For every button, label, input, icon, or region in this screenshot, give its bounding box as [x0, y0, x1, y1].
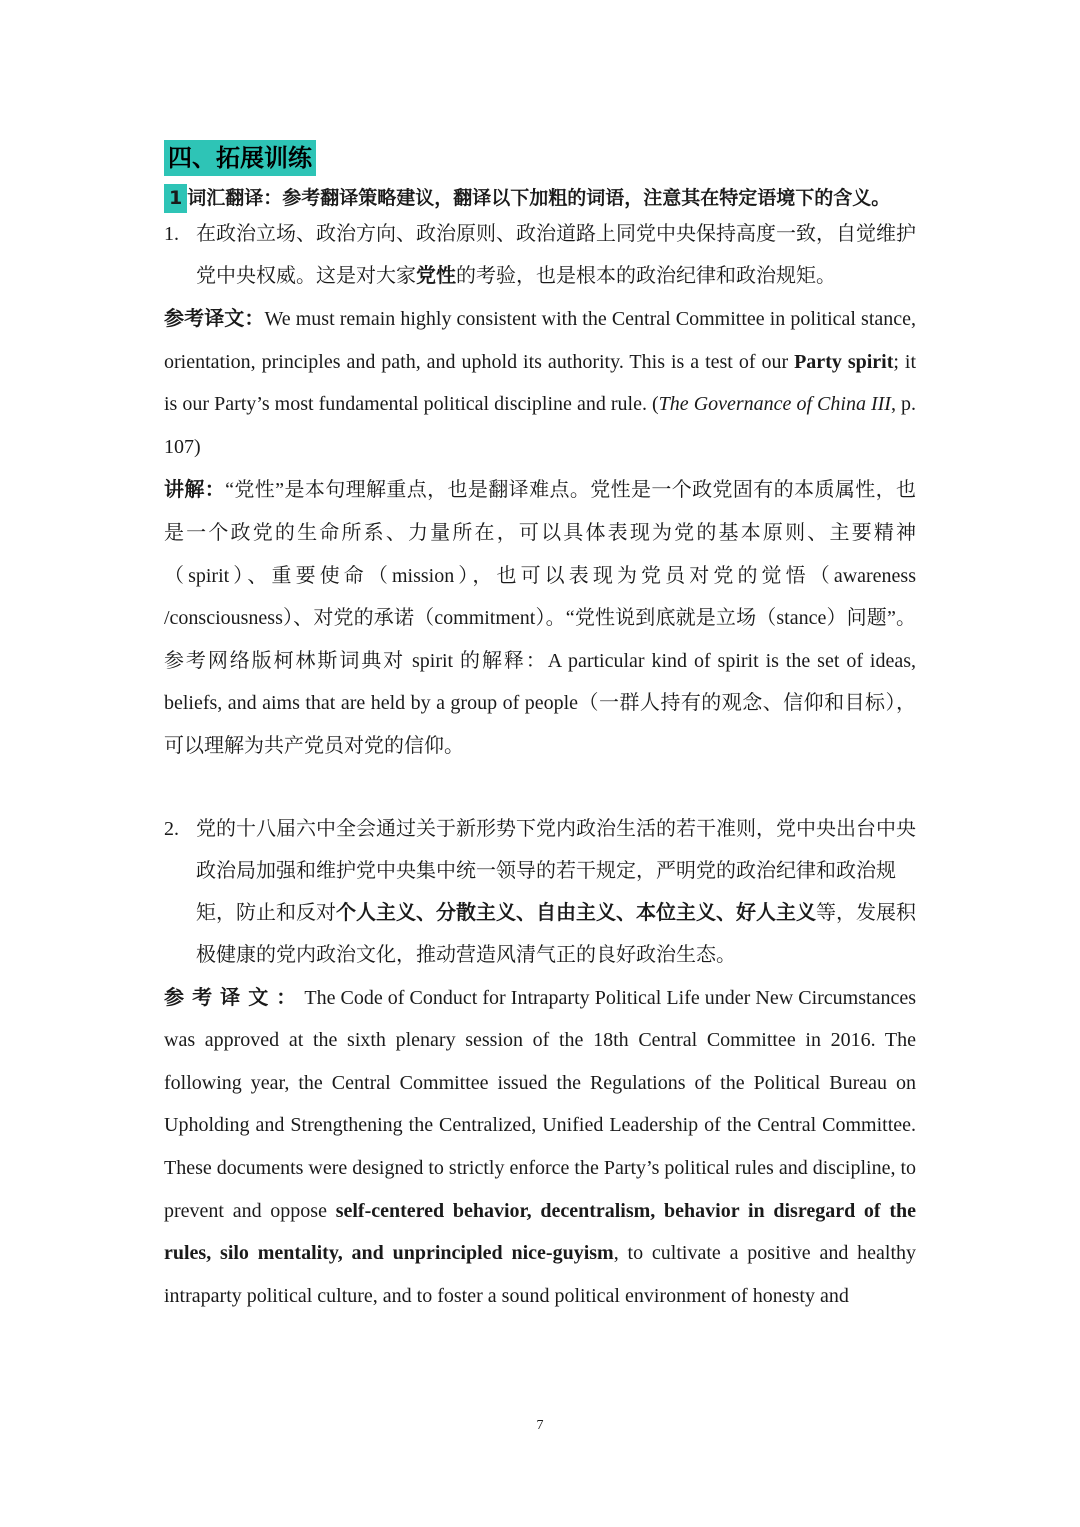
ref2-text-a: The Code of Conduct for Intraparty Political Life under New Circumstances was approved at the sixth plenary session of the 18th Central Committee in 2016. The following year, the Central Committee issued the Regulations of the Political Bureau on Upholding and Strengthening the Centralized, Unified Leadership of the Central Committee. These documents were designed to strictly enforce the Party’s political rules and discipline, to prevent and oppose — [164, 986, 917, 1222]
item-number-1: 1. — [164, 223, 179, 245]
ref-label-2: 参考译文： — [164, 984, 305, 1009]
page-number: 7 — [536, 1418, 544, 1433]
explain1-text: “党性”是本句理解重点，也是翻译难点。党性是一个政党固有的本质属性，也是一个政党的生命所系、力量所在，可以具体表现为党的基本原则、主要精神（spirit）、重要使命（mission），也可以表现为党员对党的觉悟（awareness /consciousness）、对党的承诺（commitment）。“党性说到底就是立场（stance）问题”。参考网络版柯林斯词典对 spirit 的解释：A particular kind of spirit is the set of ideas, beliefs, and aims that are held by a group of people（一群人持有的观念、信仰和目标），可以理解为共产党员对党的信仰。 — [164, 479, 916, 757]
spacer — [164, 768, 916, 808]
item-text-2 — [196, 808, 916, 976]
task-instruction — [164, 184, 916, 213]
source-sentence-2 — [164, 808, 916, 976]
item1-text-b: 的考验，也是根本的政治纪律和政治规矩。 — [456, 265, 836, 287]
item1-text-a: 在政治立场、政治方向、政治原则、政治道路上同党中央保持高度一致，自觉维护党中央权威。这是对大家 — [196, 223, 916, 287]
explanation-1 — [164, 468, 916, 767]
ref1-key-term: Party spirit — [794, 350, 894, 373]
ref2-key-terms: self-centered behavior, decentralism, behavior in disregard of the rules, silo mentality, and unprincipled nice-guyism — [164, 1199, 916, 1265]
ref-label-1: 参考译文： — [164, 306, 265, 330]
page-content — [164, 140, 916, 1317]
explain-label-1: 讲解： — [164, 477, 226, 502]
ref1-book-title: The Governance of China III — [658, 393, 891, 416]
ref1-text-a: We must remain highly consistent with the Central Committee in political stance, orientation, principles and path, and uphold its authority. This is a test of our — [164, 308, 917, 373]
item2-key-terms: 个人主义、分散主义、自由主义、本位主义、好人主义 — [336, 901, 816, 924]
item2-text-b: 等，发展积极健康的党内政治文化，推动营造风清气正的良好政治生态。 — [196, 901, 916, 966]
reference-translation-2 — [164, 976, 916, 1318]
task-number: 1 — [164, 184, 187, 213]
reference-translation-1 — [164, 297, 916, 468]
task-text: 词汇翻译：参考翻译策略建议，翻译以下加粗的词语，注意其在特定语境下的含义。 — [187, 187, 891, 209]
ref2-text-b: , to cultivate a positive and healthy intraparty political culture, and to foster a sound political environment of honesty and — [164, 1242, 917, 1307]
section-title: 四、拓展训练 — [164, 140, 316, 176]
ref1-text-c: , p. 107) — [164, 393, 917, 458]
item1-key-term: 党性 — [416, 265, 456, 287]
item2-text-a: 党的十八届六中全会通过关于新形势下党内政治生活的若干准则，党中央出台中央政治局加强和维护党中央集中统一领导的若干规定，严明党的政治纪律和政治规矩，防止和反对 — [196, 817, 916, 924]
ref1-text-b: ; it is our Party’s most fundamental political discipline and rule. ( — [164, 350, 917, 416]
source-sentence-1 — [164, 213, 916, 297]
item-text-1 — [196, 213, 916, 297]
item-number-2: 2. — [164, 817, 179, 840]
